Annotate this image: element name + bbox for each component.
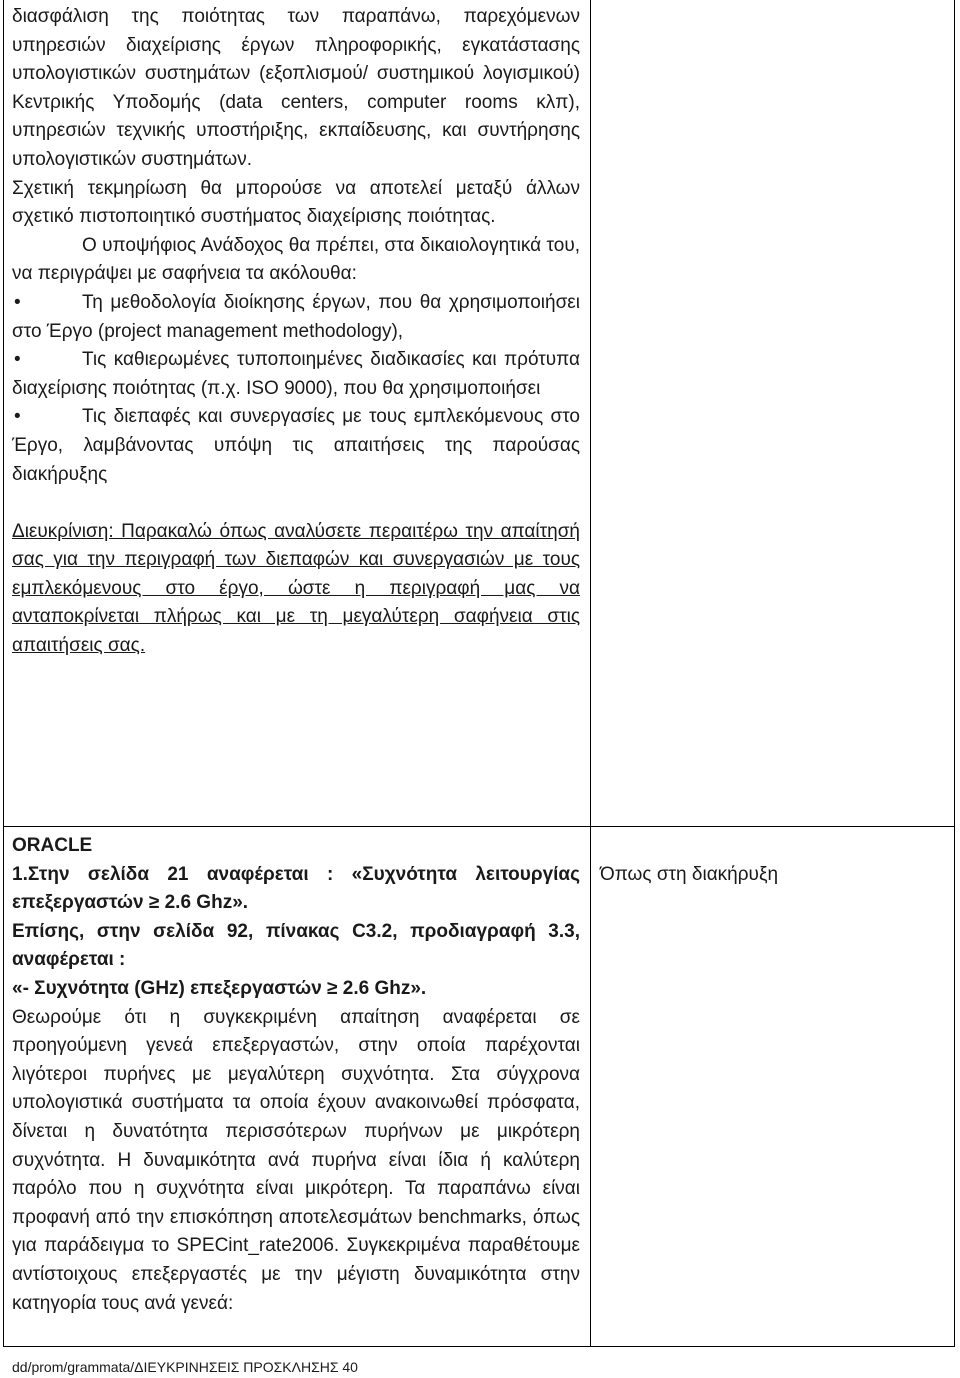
quality-assurance-paragraph: διασφάλιση της ποιότητας των παραπάνω, παρεχόμενων υπηρεσιών διαχείρισης έργων πληροφορικής, εγκατάστασης υπολογιστικών συστημάτων (εξοπλισμού/ συστημικού λογισμικού) Κεντρικής Υποδομής (data centers, computer rooms κλπ), υπηρεσιών τεχνικής υποστήριξης, εκπαίδευσης, και συντήρησης υπολογιστικών συστημάτων. xyxy=(12,6,580,170)
spacer xyxy=(12,489,580,518)
list-item-text: Τις διεπαφές και συνεργασίες με τους εμπλεκόμενους στο Έργο, λαμβάνοντας υπόψη τις απαιτήσεις της παρούσας διακήρυξης xyxy=(12,406,580,485)
bullet-icon: • xyxy=(14,349,21,371)
list-item xyxy=(12,346,580,403)
page-number: 40 xyxy=(342,1359,358,1375)
clarification-paragraph xyxy=(12,518,580,661)
question-frequency-spec: «- Συχνότητα (GHz) επεξεργαστών ≥ 2.6 Ghz». xyxy=(12,977,427,999)
clarification-text: Διευκρίνιση: Παρακαλώ όπως αναλύσετε περαιτέρω την απαίτησή σας για την περιγραφή των διεπαφών και συνεργασιών με τους εμπλεκόμενους στο έργο, ώστε η περιγραφή μας να ανταποκρίνεται πλήρως και με τη μεγαλύτερη σαφήνεια στις απαιτήσεις σας. xyxy=(12,520,580,657)
oracle-question-cell xyxy=(12,832,580,1318)
oracle-heading: ORACLE xyxy=(12,835,93,856)
bidder-requirements-paragraph: Ο υποψήφιος Ανάδοχος θα πρέπει, στα δικαιολογητικά του, να περιγράψει με σαφήνεια τα ακόλουθα: xyxy=(12,234,580,285)
answer-cell xyxy=(600,861,945,890)
page-footer xyxy=(12,1358,358,1376)
table-border-right xyxy=(954,0,955,1347)
footer-path: dd/prom/grammata/ΔΙΕΥΚΡΙΝΗΣΕΙΣ ΠΡΟΣΚΛΗΣΗΣ xyxy=(12,1359,339,1375)
requirements-list xyxy=(12,289,580,489)
list-item-text: Τις καθιερωμένες τυποποιημένες διαδικασίες και πρότυπα διαχείρισης ποιότητας (π.χ. ISO 9000), που θα χρησιμοποιήσει xyxy=(12,349,580,399)
list-item xyxy=(12,403,580,489)
table-border-bottom xyxy=(3,1346,955,1347)
bullet-icon: • xyxy=(14,406,21,428)
table-border-left xyxy=(3,0,4,1347)
requirement-cell xyxy=(12,3,580,661)
answer-text: Όπως στη διακήρυξη xyxy=(600,864,779,885)
bullet-icon: • xyxy=(14,291,21,313)
list-item xyxy=(12,289,580,346)
documentation-paragraph: Σχετική τεκμηρίωση θα μπορούσε να αποτελεί μεταξύ άλλων σχετικό πιστοποιητικό συστήματος διαχείρισης ποιότητας. xyxy=(12,177,580,228)
question-page-92: Επίσης, στην σελίδα 92, πίνακας C3.2, προδιαγραφή 3.3, αναφέρεται : xyxy=(12,920,580,971)
oracle-argument-paragraph: Θεωρούμε ότι η συγκεκριμένη απαίτηση αναφέρεται σε προηγούμενη γενεά επεξεργαστών, στην οποία παρέχονται λιγότεροι πυρήνες με μεγαλύτερη συχνότητα. Στα σύγχρονα υπολογιστικά συστήματα τα οποία έχουν ανακοινωθεί πρόσφατα, δίνεται η δυνατότητα περισσότερων πυρήνων με μικρότερη συχνότητα. Η δυναμικότητα ανά πυρήνα είναι ίδια ή καλύτερη παρόλο που η συχνότητα είναι μικρότερη. Τα παραπάνω είναι προφανή από την επισκόπηση αποτελεσμάτων benchmarks, όπως για παράδειγμα το SPECint_rate2006. Συγκεκριμένα παραθέτουμε αντίστοιχους επεξεργαστές με την μέγιστη δυναμικότητα στην κατηγορία τους ανά γενεά: xyxy=(12,1006,580,1314)
table-border-middle xyxy=(590,0,591,1347)
list-item-text: Τη μεθοδολογία διοίκησης έργων, που θα χρησιμοποιήσει στο Έργο (project management methodology), xyxy=(12,291,580,342)
question-page-21: 1.Στην σελίδα 21 αναφέρεται : «Συχνότητα λειτουργίας επεξεργαστών ≥ 2.6 Ghz». xyxy=(12,863,580,914)
table-row-divider xyxy=(3,826,955,827)
